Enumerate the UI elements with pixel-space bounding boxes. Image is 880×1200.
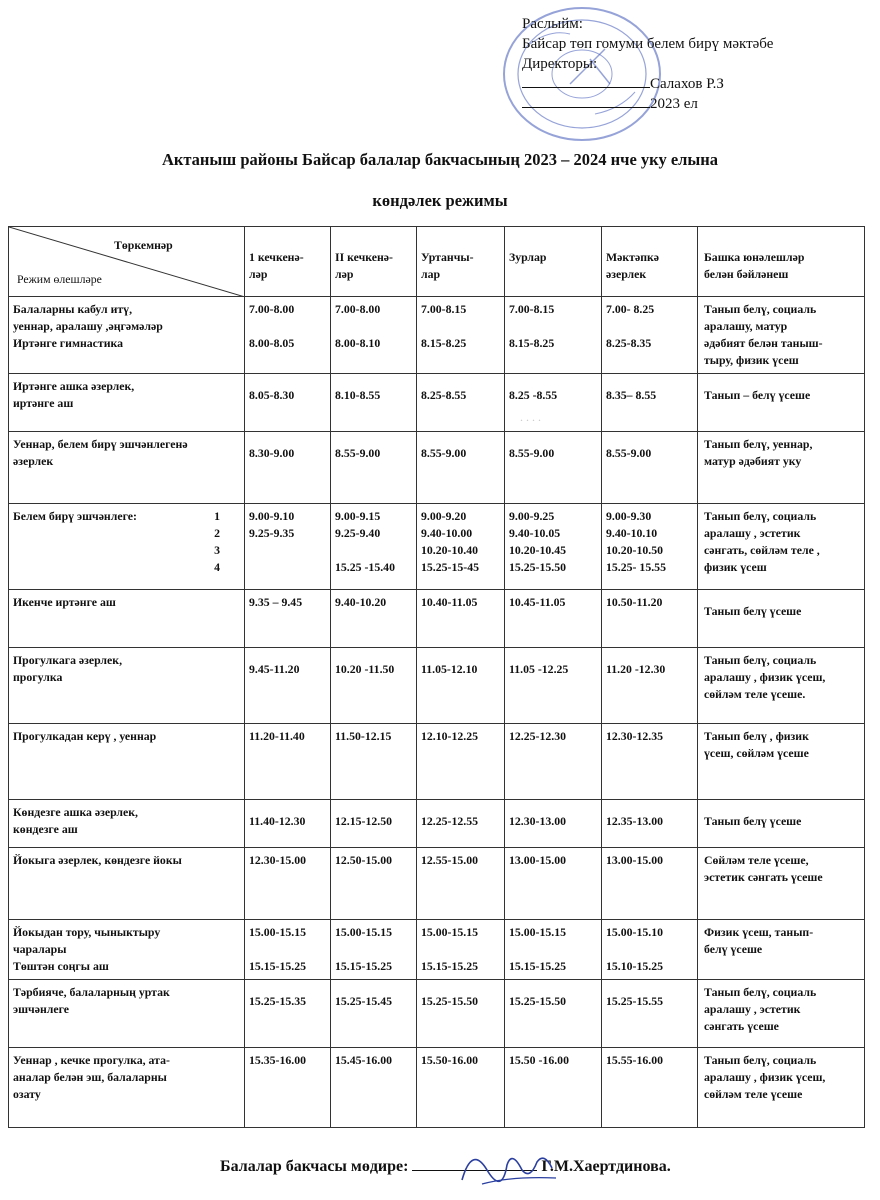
cell-text: Танып белү үсеше — [704, 814, 802, 828]
time-cell-c4 — [505, 980, 602, 1048]
time-cell-c2 — [331, 590, 417, 648]
time-cell-c1 — [245, 920, 331, 980]
time-cell-c3 — [417, 848, 505, 920]
time-cell-c2 — [331, 504, 417, 590]
cell-text: 9.00-9.10 — [249, 509, 295, 523]
cell-text: 9.00-9.15 — [335, 509, 381, 523]
cell-text: үсеш, сөйләм үсеше — [704, 746, 809, 760]
cell-text: 12.35-13.00 — [606, 814, 664, 828]
cell-text: көндезге аш — [13, 822, 78, 836]
cell-text: 15.15-15.25 — [335, 959, 393, 973]
time-cell-c2 — [331, 648, 417, 724]
header-text: 1 кечкенә- — [249, 250, 304, 264]
time-cell-c1 — [245, 432, 331, 504]
time-cell-c1 — [245, 374, 331, 432]
cell-text: 7.00-8.00 — [335, 302, 381, 316]
header-text: әзерлек — [606, 267, 647, 281]
header-other-links — [698, 227, 865, 297]
time-cell-c3 — [417, 724, 505, 800]
time-cell-c2 — [331, 374, 417, 432]
cell-text: 12.10-12.25 — [421, 729, 479, 743]
header-group-1 — [245, 227, 331, 297]
corner-regime-label: Режим өлешләре — [17, 272, 102, 286]
cell-text: 15.25-15.35 — [249, 994, 307, 1008]
time-cell-c5 — [602, 648, 698, 724]
table-row — [9, 920, 865, 980]
activity-cell — [9, 1048, 245, 1128]
cell-text: 8.15-8.25 — [509, 336, 555, 350]
other-links-cell — [698, 432, 865, 504]
table-header-row — [9, 227, 865, 297]
cell-text: 15.10-15.25 — [606, 959, 664, 973]
time-cell-c4 — [505, 297, 602, 374]
cell-text: әзерлек — [13, 454, 54, 468]
header-text: Зурлар — [509, 250, 547, 264]
header-group-2 — [331, 227, 417, 297]
cell-text: 8.25 -8.55 — [509, 388, 558, 402]
document-subtitle: көндәлек режимы — [372, 191, 508, 210]
table-row — [9, 648, 865, 724]
time-cell-c1 — [245, 724, 331, 800]
header-text: Мәктәпкә — [606, 250, 660, 264]
cell-text: Тәрбияче, балаларның уртак — [13, 985, 170, 999]
time-cell-c4 — [505, 432, 602, 504]
time-cell-c3 — [417, 590, 505, 648]
cell-text: Белем бирү эшчәнлеге: — [13, 509, 137, 523]
cell-text: 13.00-15.00 — [509, 853, 567, 867]
approval-block — [522, 14, 773, 114]
cell-text: аралашу, матур — [704, 319, 788, 333]
session-number: 2 — [214, 526, 220, 540]
time-cell-c1 — [245, 297, 331, 374]
cell-text: Балаларны кабул итү, — [13, 302, 133, 316]
cell-text: Йокыдан тору, чыныктыру — [13, 925, 161, 939]
time-cell-c5 — [602, 432, 698, 504]
cell-text: 8.55-9.00 — [421, 446, 467, 460]
cell-text: Танып белү , физик — [704, 729, 809, 743]
cell-text: аралашу , эстетик — [704, 526, 801, 540]
activity-cell — [9, 432, 245, 504]
cell-text: 15.15-15.25 — [421, 959, 479, 973]
time-cell-c3 — [417, 297, 505, 374]
cell-text: аналар белән эш, балаларны — [13, 1070, 167, 1084]
footer-label: Балалар бакчасы мөдире: — [220, 1158, 409, 1175]
cell-text: 12.30-12.35 — [606, 729, 664, 743]
table-row — [9, 432, 865, 504]
activity-cell — [9, 980, 245, 1048]
session-number: 3 — [214, 543, 220, 557]
approval-line-3: Директоры: — [522, 56, 598, 72]
cell-text: 8.55-9.00 — [606, 446, 652, 460]
time-cell-c3 — [417, 432, 505, 504]
cell-text: 15.55-16.00 — [606, 1053, 664, 1067]
time-cell-c2 — [331, 800, 417, 848]
footer-signature-line — [220, 1156, 671, 1176]
time-cell-c4 — [505, 590, 602, 648]
header-group-4 — [505, 227, 602, 297]
time-cell-c3 — [417, 374, 505, 432]
time-cell-c2 — [331, 1048, 417, 1128]
cell-text: Йокыга әзерлек, көндезге йокы — [13, 853, 182, 867]
table-row — [9, 724, 865, 800]
cell-text: 15.25 -15.40 — [335, 560, 395, 574]
approval-line-2: Байсар төп гомуми белем бирү мәктәбе — [522, 36, 774, 52]
time-cell-c5 — [602, 504, 698, 590]
cell-text: 9.25-9.40 — [335, 526, 381, 540]
cell-text: 15.50 -16.00 — [509, 1053, 569, 1067]
time-cell-c5 — [602, 920, 698, 980]
activity-cell — [9, 374, 245, 432]
cell-text: Танып белү, социаль — [704, 1053, 817, 1067]
cell-text: Иртәнге ашка әзерлек, — [13, 379, 135, 393]
cell-text: 8.55-9.00 — [335, 446, 381, 460]
other-links-cell — [698, 980, 865, 1048]
time-cell-c1 — [245, 980, 331, 1048]
time-cell-c2 — [331, 297, 417, 374]
cell-text: 9.40-10.10 — [606, 526, 658, 540]
time-cell-c1 — [245, 848, 331, 920]
time-cell-c4 — [505, 800, 602, 848]
cell-text: 9.40-10.00 — [421, 526, 473, 540]
cell-text: Уеннар, белем бирү эшчәнлегенә — [13, 437, 188, 451]
header-text: Башка юнәлешләр — [704, 250, 805, 264]
cell-text: 9.45-11.20 — [249, 662, 300, 676]
cell-text: 15.50-16.00 — [421, 1053, 479, 1067]
time-cell-c5 — [602, 800, 698, 848]
cell-text: аралашу , физик үсеш, — [704, 670, 826, 684]
activity-cell — [9, 590, 245, 648]
cell-text: 13.00-15.00 — [606, 853, 664, 867]
cell-text: 8.25-8.55 — [421, 388, 467, 402]
cell-text: 10.20-10.40 — [421, 543, 479, 557]
header-text: белән бәйләнеш — [704, 267, 789, 281]
cell-text: 12.25-12.30 — [509, 729, 567, 743]
cell-text: Танып белү, социаль — [704, 985, 817, 999]
session-number: 4 — [214, 560, 220, 574]
time-cell-c3 — [417, 1048, 505, 1128]
cell-text: сөйләм теле үсеше — [704, 1087, 803, 1101]
cell-text: 9.00-9.30 — [606, 509, 652, 523]
cell-text: 12.15-12.50 — [335, 814, 393, 828]
cell-text: аралашу , эстетик — [704, 1002, 801, 1016]
cell-text: 8.30-9.00 — [249, 446, 295, 460]
time-cell-c1 — [245, 590, 331, 648]
cell-text: сәнгать үсеше — [704, 1019, 779, 1033]
cell-text: матур әдәбият уку — [704, 454, 802, 468]
cell-text: Танып белү, социаль — [704, 302, 817, 316]
header-corner-cell — [9, 227, 245, 297]
time-cell-c5 — [602, 724, 698, 800]
activity-cell — [9, 848, 245, 920]
time-cell-c3 — [417, 504, 505, 590]
cell-text: Танып белү, уеннар, — [704, 437, 813, 451]
approval-year-row — [522, 94, 773, 114]
cell-text: 8.15-8.25 — [421, 336, 467, 350]
time-cell-c4 — [505, 848, 602, 920]
cell-text: Иртәнге гимнастика — [13, 336, 124, 350]
cell-text: Физик үсеш, танып- — [704, 925, 814, 939]
table-row — [9, 1048, 865, 1128]
activity-cell — [9, 920, 245, 980]
cell-text: Сөйләм теле үсеше, — [704, 853, 809, 867]
bleed-through-text: . . . . — [520, 410, 541, 424]
cell-text: 7.00-8.15 — [421, 302, 467, 316]
cell-text: 15.25-15.55 — [606, 994, 664, 1008]
cell-text: прогулка — [13, 670, 63, 684]
activity-cell — [9, 504, 245, 590]
director-name: Салахов Р.З — [650, 76, 724, 92]
time-cell-c4 — [505, 724, 602, 800]
cell-text: 11.20 -12.30 — [606, 662, 666, 676]
cell-text: 9.40-10.05 — [509, 526, 561, 540]
cell-text: аралашу , физик үсеш, — [704, 1070, 826, 1084]
time-cell-c2 — [331, 848, 417, 920]
cell-text: 15.35-16.00 — [249, 1053, 307, 1067]
time-cell-c3 — [417, 980, 505, 1048]
cell-text: 15.00-15.15 — [421, 925, 479, 939]
activity-cell — [9, 297, 245, 374]
cell-text: 11.50-12.15 — [335, 729, 392, 743]
header-text: лар — [421, 267, 441, 281]
time-cell-c2 — [331, 432, 417, 504]
activity-cell — [9, 648, 245, 724]
header-text: Уртанчы- — [421, 250, 474, 264]
cell-text: Танып – белү үсеше — [704, 388, 811, 402]
cell-text: 15.00-15.15 — [509, 925, 567, 939]
cell-text: 8.35– 8.55 — [606, 388, 657, 402]
time-cell-c1 — [245, 504, 331, 590]
cell-text: 15.15-15.25 — [249, 959, 307, 973]
cell-text: 8.55-9.00 — [509, 446, 555, 460]
time-cell-c1 — [245, 1048, 331, 1128]
header-text: ләр — [249, 267, 268, 281]
cell-text: 9.00-9.25 — [509, 509, 555, 523]
cell-text: 9.25-9.35 — [249, 526, 295, 540]
cell-text: 7.00- 8.25 — [606, 302, 655, 316]
time-cell-c3 — [417, 800, 505, 848]
other-links-cell — [698, 590, 865, 648]
cell-text: 12.25-12.55 — [421, 814, 479, 828]
activity-cell — [9, 800, 245, 848]
time-cell-c3 — [417, 920, 505, 980]
cell-text: 11.40-12.30 — [249, 814, 306, 828]
header-text: II кечкенә- — [335, 250, 393, 264]
cell-text: 12.55-15.00 — [421, 853, 479, 867]
director-signature-row — [522, 74, 773, 94]
time-cell-c3 — [417, 648, 505, 724]
cell-text: Уеннар , кечке прогулка, ата- — [13, 1053, 170, 1067]
footer-name: Г.М.Хаертдинова. — [541, 1158, 671, 1175]
cell-text: 15.00-15.15 — [249, 925, 307, 939]
cell-text: 10.50-11.20 — [606, 595, 663, 609]
cell-text: эстетик сәнгать үсеше — [704, 870, 823, 884]
cell-text: Прогулкага әзерлек, — [13, 653, 123, 667]
cell-text: иртәнге аш — [13, 396, 74, 410]
handwritten-signature — [452, 1140, 562, 1190]
cell-text: 8.10-8.55 — [335, 388, 381, 402]
time-cell-c5 — [602, 590, 698, 648]
time-cell-c5 — [602, 1048, 698, 1128]
cell-text: сөйләм теле үсеше. — [704, 687, 806, 701]
other-links-cell — [698, 297, 865, 374]
cell-text: 10.20-10.50 — [606, 543, 664, 557]
other-links-cell — [698, 504, 865, 590]
time-cell-c4 — [505, 504, 602, 590]
cell-text: 15.25-15.50 — [509, 994, 567, 1008]
other-links-cell — [698, 848, 865, 920]
cell-text: 15.25-15-45 — [421, 560, 479, 574]
cell-text: физик үсеш — [704, 560, 767, 574]
cell-text: уеннар, аралашу ,әңгәмәләр — [13, 319, 163, 333]
cell-text: белү үсеше — [704, 942, 763, 956]
cell-text: 12.30-13.00 — [509, 814, 567, 828]
corner-groups-label: Төркемнәр — [114, 238, 173, 252]
cell-text: 10.40-11.05 — [421, 595, 478, 609]
other-links-cell — [698, 724, 865, 800]
cell-text: 15.00-15.10 — [606, 925, 664, 939]
cell-text: 15.45-16.00 — [335, 1053, 393, 1067]
approval-year: 2023 ел — [650, 96, 698, 112]
cell-text: 9.40-10.20 — [335, 595, 387, 609]
table-row — [9, 848, 865, 920]
other-links-cell — [698, 800, 865, 848]
time-cell-c1 — [245, 648, 331, 724]
time-cell-c5 — [602, 980, 698, 1048]
cell-text: 12.50-15.00 — [335, 853, 393, 867]
cell-text: 10.45-11.05 — [509, 595, 566, 609]
table-row — [9, 374, 865, 432]
cell-text: Танып белү, социаль — [704, 509, 817, 523]
cell-text: 8.00-8.10 — [335, 336, 381, 350]
header-group-5 — [602, 227, 698, 297]
header-text: ләр — [335, 267, 354, 281]
cell-text: 11.20-11.40 — [249, 729, 305, 743]
cell-text: тыру, физик үсеш — [704, 353, 799, 367]
cell-text: Төштән соңгы аш — [13, 959, 109, 973]
time-cell-c2 — [331, 920, 417, 980]
cell-text: озату — [13, 1087, 41, 1101]
cell-text: 7.00-8.00 — [249, 302, 295, 316]
cell-text: 15.15-15.25 — [509, 959, 567, 973]
cell-text: әдәбият белән таныш- — [704, 336, 823, 350]
document-title: Актаныш районы Байсар балалар бакчасының 2023 – 2024 нче уку елына — [161, 150, 719, 169]
time-cell-c4 — [505, 648, 602, 724]
cell-text: 15.25- 15.55 — [606, 560, 666, 574]
cell-text: 8.00-8.05 — [249, 336, 295, 350]
cell-text: 8.25-8.35 — [606, 336, 652, 350]
cell-text: 12.30-15.00 — [249, 853, 307, 867]
time-cell-c2 — [331, 980, 417, 1048]
time-cell-c2 — [331, 724, 417, 800]
cell-text: 15.00-15.15 — [335, 925, 393, 939]
other-links-cell — [698, 374, 865, 432]
cell-text: 11.05-12.10 — [421, 662, 478, 676]
cell-text: 15.25-15.50 — [421, 994, 479, 1008]
time-cell-c5 — [602, 297, 698, 374]
cell-text: 10.20 -11.50 — [335, 662, 395, 676]
cell-text: Танып белү үсеше — [704, 604, 802, 618]
header-group-3 — [417, 227, 505, 297]
table-row — [9, 800, 865, 848]
cell-text: 8.05-8.30 — [249, 388, 295, 402]
table-row — [9, 297, 865, 374]
table-row — [9, 504, 865, 590]
cell-text: Көндезге ашка әзерлек, — [13, 805, 138, 819]
cell-text: 10.20-10.45 — [509, 543, 567, 557]
time-cell-c4 — [505, 1048, 602, 1128]
other-links-cell — [698, 1048, 865, 1128]
approval-line-1: Раслыйм: — [522, 16, 583, 32]
table-row — [9, 590, 865, 648]
time-cell-c5 — [602, 374, 698, 432]
cell-text: 9.00-9.20 — [421, 509, 467, 523]
cell-text: 7.00-8.15 — [509, 302, 555, 316]
cell-text: Прогулкадан керү , уеннар — [13, 729, 157, 743]
time-cell-c5 — [602, 848, 698, 920]
cell-text: 15.25-15.50 — [509, 560, 567, 574]
activity-cell — [9, 724, 245, 800]
cell-text: эшчәнлеге — [13, 1002, 70, 1016]
cell-text: 9.35 – 9.45 — [249, 595, 303, 609]
table-row — [9, 980, 865, 1048]
cell-text: 11.05 -12.25 — [509, 662, 569, 676]
cell-text: сәнгать, сөйләм теле , — [704, 543, 820, 557]
time-cell-c1 — [245, 800, 331, 848]
cell-text: Икенче иртәнге аш — [13, 595, 116, 609]
cell-text: чаралары — [13, 942, 67, 956]
other-links-cell — [698, 920, 865, 980]
time-cell-c4 — [505, 920, 602, 980]
cell-text: 15.25-15.45 — [335, 994, 393, 1008]
schedule-table — [8, 226, 865, 1128]
session-number: 1 — [214, 509, 220, 523]
cell-text: Танып белү, социаль — [704, 653, 817, 667]
other-links-cell — [698, 648, 865, 724]
